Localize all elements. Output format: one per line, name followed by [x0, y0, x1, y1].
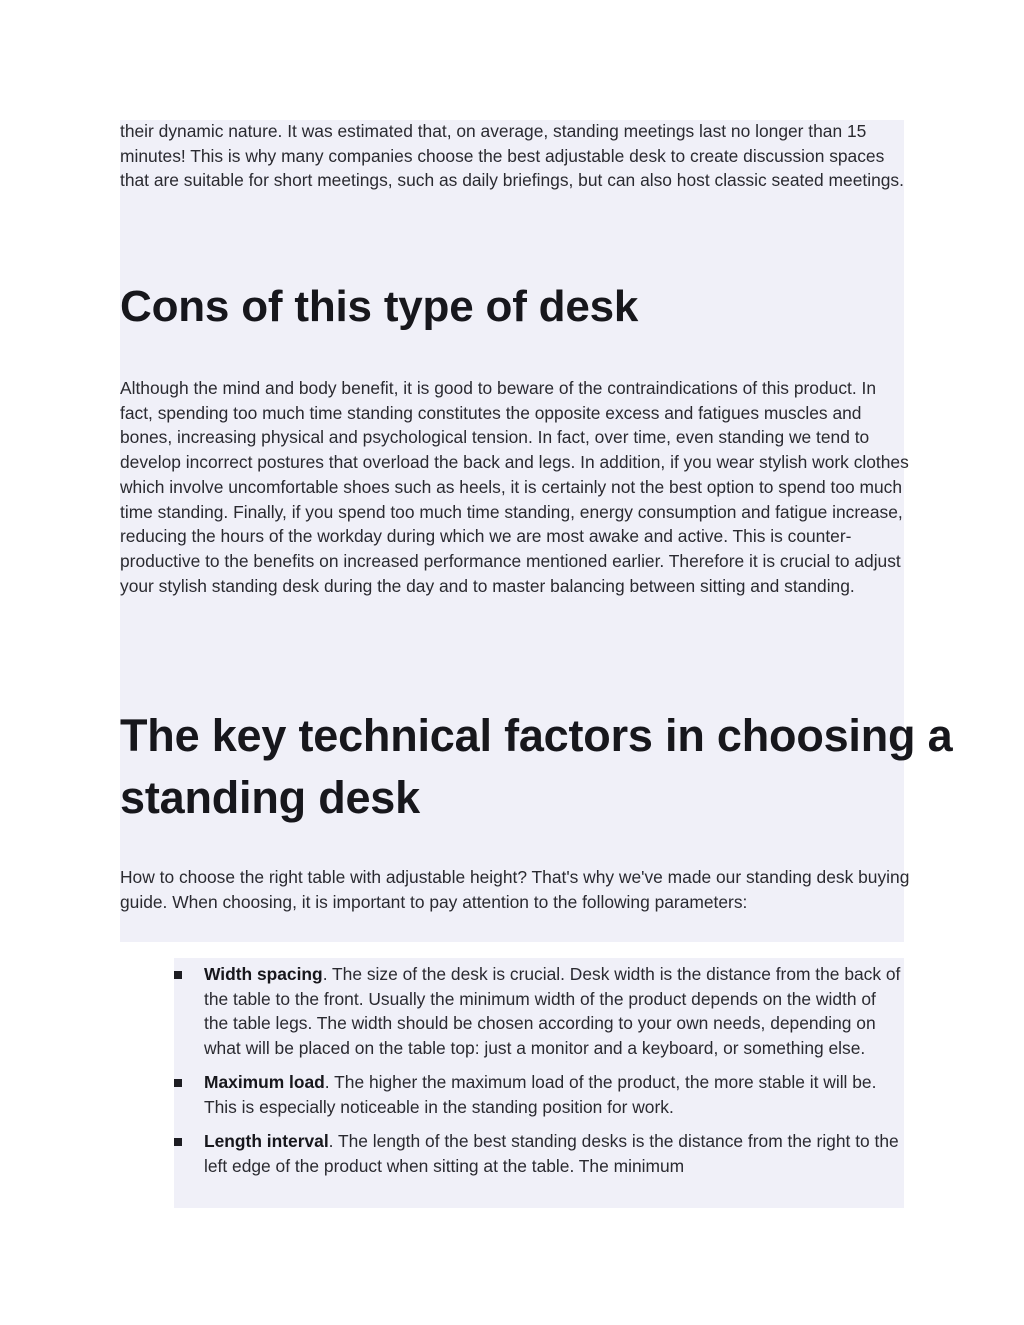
section-heading-technical-factors: [120, 705, 1024, 829]
square-bullet-icon: [174, 1138, 182, 1146]
section-heading-cons: Cons of this type of desk: [120, 282, 639, 331]
list-item: [174, 1129, 904, 1178]
factor-term: Width spacing: [204, 964, 323, 984]
list-item: [174, 1070, 904, 1119]
factor-term: Maximum load: [204, 1072, 325, 1093]
cons-paragraph: Although the mind and body benefit, it is good to beware of the contraindications of this product. In fact, spending too much time standing constitutes the opposite excess and fatigues muscles and bones, increasing physical and psychological tension. In fact, over time, even standing we tend to develop incorrect postures that overload the back and legs. In addition, if you wear stylish work clothes which involve uncomfortable shoes such as heels, it is certainly not the best option to spend too much time standing. Finally, if you spend too much time standing, energy consumption and fatigue increase, reducing the hours of the workday during which we are most awake and active. This is counter-productive to the benefits on increased performance mentioned earlier. Therefore it is crucial to adjust your stylish standing desk during the day and to master balancing between sitting and standing.: [120, 378, 909, 596]
square-bullet-icon: [174, 971, 182, 979]
factor-description: . The length of the best standing desks is the distance from the right to the left edge of the product when sitting at the table. The minimum: [204, 1131, 899, 1176]
intro-paragraph: their dynamic nature. It was estimated that, on average, standing meetings last no longer than 15 minutes! This is why many companies choose the best adjustable desk to create discussion spaces that are suitable for short meetings, such as daily briefings, but can also host classic seated meetings.: [120, 121, 904, 191]
factor-description: . The size of the desk is crucial. Desk width is the distance from the back of the table to the front. Usually the minimum width of the product depends on the width of the table legs. The width should be chosen according to your own needs, depending on what will be placed on the table top: just a monitor and a keyboard, or something else.: [204, 964, 901, 1059]
factor-term: Length interval: [204, 1131, 329, 1152]
factor-description: . The higher the maximum load of the product, the more stable it will be. This is especially noticeable in the standing position for work.: [204, 1072, 877, 1118]
factors-intro-paragraph: How to choose the right table with adjustable height? That's why we've made our standing desk buying guide. When choosing, it is important to pay attention to the following parameters:: [120, 867, 910, 912]
technical-factors-list: [174, 962, 904, 1188]
square-bullet-icon: [174, 1079, 182, 1087]
heading-text: The key technical factors in choosing a standing desk: [120, 710, 953, 823]
list-item: [174, 962, 904, 1061]
